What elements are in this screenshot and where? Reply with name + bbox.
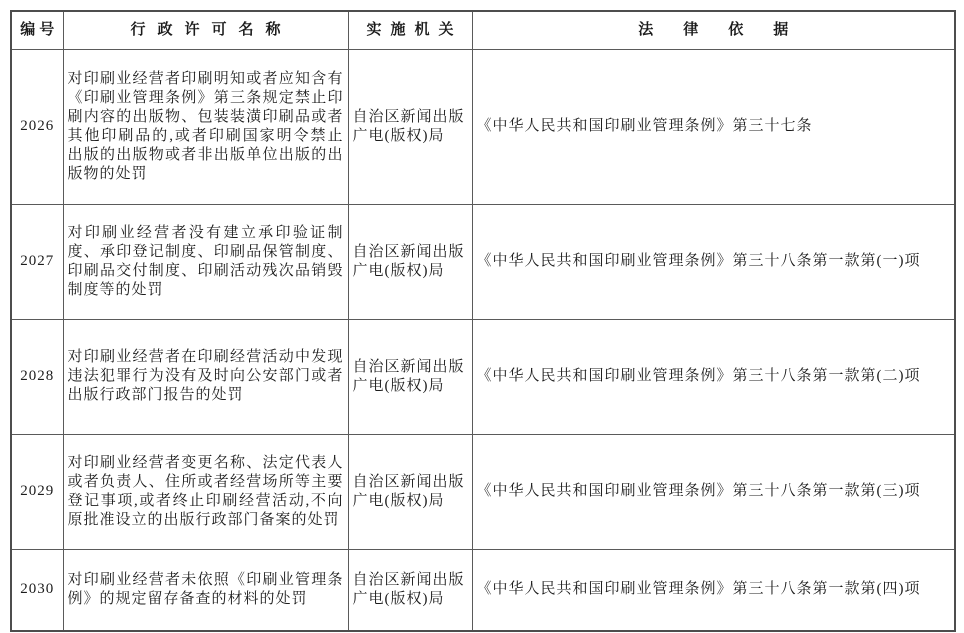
legal-basis-cell: 《中华人民共和国印刷业管理条例》第三十八条第一款第(四)项	[472, 549, 955, 631]
table-row	[11, 434, 955, 549]
permit-name-cell: 对印刷业经营者变更名称、法定代表人或者负责人、住所或者经营场所等主要登记事项,或者终止印刷经营活动,不向原批准设立的出版行政部门备案的处罚	[63, 434, 348, 549]
table-body	[11, 49, 955, 631]
legal-basis-cell: 《中华人民共和国印刷业管理条例》第三十八条第一款第(二)项	[472, 319, 955, 434]
table-row	[11, 319, 955, 434]
agency-cell: 自治区新闻出版广电(版权)局	[348, 49, 472, 204]
permit-name-cell: 对印刷业经营者印刷明知或者应知含有《印刷业管理条例》第三条规定禁止印刷内容的出版物、包装装潢印刷品或者其他印刷品的,或者印刷国家明令禁止出版的出版物或者非出版单位出版的出版物的处罚	[63, 49, 348, 204]
agency-cell: 自治区新闻出版广电(版权)局	[348, 204, 472, 319]
row-id-cell: 2026	[11, 49, 63, 204]
header-agency: 实施机关	[348, 11, 472, 49]
header-permit-name: 行政许可名称	[63, 11, 348, 49]
row-id-cell: 2030	[11, 549, 63, 631]
row-id-cell: 2028	[11, 319, 63, 434]
table-row	[11, 204, 955, 319]
legal-basis-cell: 《中华人民共和国印刷业管理条例》第三十八条第一款第(三)项	[472, 434, 955, 549]
permit-name-cell: 对印刷业经营者没有建立承印验证制度、承印登记制度、印刷品保管制度、印刷品交付制度、印刷活动残次品销毁制度等的处罚	[63, 204, 348, 319]
header-id: 编号	[11, 11, 63, 49]
legal-basis-cell: 《中华人民共和国印刷业管理条例》第三十八条第一款第(一)项	[472, 204, 955, 319]
permit-name-cell: 对印刷业经营者在印刷经营活动中发现违法犯罪行为没有及时向公安部门或者出版行政部门报告的处罚	[63, 319, 348, 434]
row-id-cell: 2029	[11, 434, 63, 549]
table-header	[11, 11, 955, 49]
header-legal-basis: 法律依据	[472, 11, 955, 49]
permit-name-cell: 对印刷业经营者未依照《印刷业管理条例》的规定留存备查的材料的处罚	[63, 549, 348, 631]
header-row	[11, 11, 955, 49]
row-id-cell: 2027	[11, 204, 63, 319]
permits-table	[10, 10, 956, 632]
table-row	[11, 49, 955, 204]
agency-cell: 自治区新闻出版广电(版权)局	[348, 434, 472, 549]
agency-cell: 自治区新闻出版广电(版权)局	[348, 549, 472, 631]
legal-basis-cell: 《中华人民共和国印刷业管理条例》第三十七条	[472, 49, 955, 204]
agency-cell: 自治区新闻出版广电(版权)局	[348, 319, 472, 434]
table-row	[11, 549, 955, 631]
